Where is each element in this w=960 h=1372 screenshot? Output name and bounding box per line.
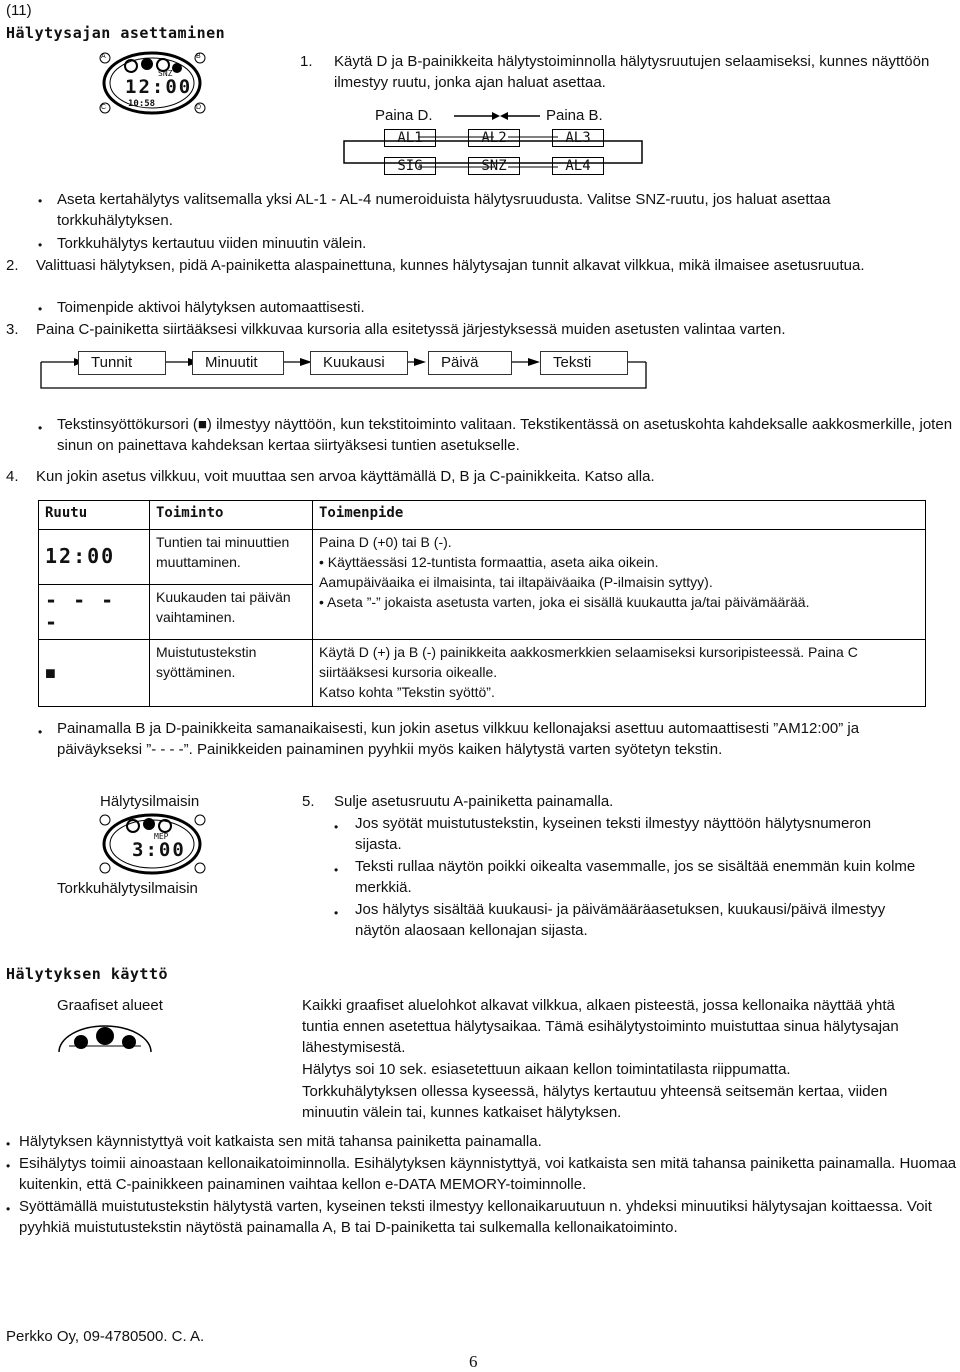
screen-cell xyxy=(39,640,150,707)
bullet-icon: • xyxy=(6,1159,11,1173)
bullet-text: Jos hälytys sisältää kuukausi- ja päivämääräasetuksen, kuukausi/päivä ilmestyy näytön alaosaan kellonajan sijasta. xyxy=(355,901,886,939)
column-header: Toimenpide xyxy=(313,501,926,530)
step-3-number: 3. xyxy=(6,321,19,338)
section-title-alarm-use: Hälytyksen käyttö xyxy=(6,965,169,983)
sequence-day: Päivä xyxy=(428,351,512,375)
settings-table xyxy=(38,500,926,707)
action-line: • Käyttäessäsi 12-tuntista formaattia, aseta aika oikein. xyxy=(319,554,659,570)
function-cell: Tuntien tai minuuttien muuttaminen. xyxy=(150,530,313,585)
bullet-text: Tekstinsyöttökursori (■) ilmestyy näyttöön, kun tekstitoiminto valitaan. Tekstikentässä on asetuskohta kahdeksalle aakkosmerkille, joten sinun on painettava kahdeksan kertaa siirtyäksesi tuntien asetukselle. xyxy=(57,416,953,454)
bullet-icon: • xyxy=(334,820,339,834)
function-cell: Kuukauden tai päivän vaihtaminen. xyxy=(150,585,313,640)
sequence-minutes: Minuutit xyxy=(192,351,284,375)
cycle-arrows-icon xyxy=(452,108,542,124)
footer: Perkko Oy, 09-4780500. C. A. xyxy=(6,1328,205,1345)
bullet-icon: • xyxy=(6,1137,11,1151)
bullet-text: Syöttämällä muistutustekstin hälytystä varten, kyseinen teksti ilmestyy kellonaikaruutuun n. yhdeksi minuutiksi hälytysajan koittaessa. Voit pyyhkiä muistutustekstin näytöstä painamalla A, B tai D-painiketta tai sulkemalla kellonaikatoiminto. xyxy=(19,1198,932,1236)
step-2-number: 2. xyxy=(6,257,19,274)
bullet-text: Jos syötät muistutustekstin, kyseinen teksti ilmestyy näyttöön hälytysnumeron sijasta. xyxy=(355,815,872,853)
snooze-indicator-label: Torkkuhälytysilmaisin xyxy=(57,880,198,897)
cycle-al2: AL2 xyxy=(468,129,520,147)
paragraph: Kaikki graafiset aluelohkot alkavat vilkkua, alkaen pisteestä, jossa kellonaika näyttää yhtä tuntia ennen asetettua hälytysaikaa. Tämä esihälytystoiminto muistuttaa sinua hälytysajan lähestymisestä. xyxy=(302,997,899,1056)
action-line: Käytä D (+) ja B (-) painikkeita aakkosmerkkien selaamiseksi kursoripisteessä. Paina C siirtääksesi kursoria oikealle. xyxy=(319,644,858,680)
alarm-indicator-label: Hälytysilmaisin xyxy=(100,793,200,810)
lcd-date: - - - - xyxy=(45,588,116,634)
action-cell xyxy=(313,530,926,640)
step-5-number: 5. xyxy=(302,793,315,810)
step-3-text: Paina C-painiketta siirtääksesi vilkkuvaa kursoria alla esitetyssä järjestyksessä muiden asetusten valintaa varten. xyxy=(36,321,786,338)
screen-cell xyxy=(39,585,150,640)
page-number: 6 xyxy=(469,1352,478,1371)
step-4-text: Kun jokin asetus vilkkuu, voit muuttaa sen arvoa käyttämällä D, B ja C-painikkeita. Katso alla. xyxy=(36,468,655,485)
cycle-snz: SNZ xyxy=(468,157,520,175)
cursor-block-icon: ■ xyxy=(45,662,56,683)
button-c-label: C xyxy=(101,104,107,111)
watch-sub-time: 10:58 xyxy=(128,99,156,109)
action-line: • Aseta ”-” jokaista asetusta varten, joka ei sisällä kuukautta ja/tai päivämäärää. xyxy=(319,594,810,610)
bullet-text: Teksti rullaa näytön poikki oikealta vasemmalle, jos se sisältää enemmän kuin kolme merkkiä. xyxy=(355,858,916,896)
graphic-area-label: Graafiset alueet xyxy=(57,997,163,1014)
cycle-al3: AL3 xyxy=(552,129,604,147)
bullet-text: Hälytyksen käynnistyttyä voit katkaista sen mitä tahansa painiketta painamalla. xyxy=(19,1133,542,1150)
watch-main-time: 12:00 xyxy=(125,76,193,98)
lcd-time: 12:00 xyxy=(45,544,116,568)
watch-top-text: MEP xyxy=(154,832,169,841)
cycle-al4: AL4 xyxy=(552,157,604,175)
bullet-icon: • xyxy=(38,194,43,208)
graphic-area-icon xyxy=(55,1022,155,1058)
column-header: Toiminto xyxy=(150,501,313,530)
sequence-text: Teksti xyxy=(540,351,628,375)
step-5-text: Sulje asetusruutu A-painiketta painamalla. xyxy=(334,793,614,810)
bullet-icon: • xyxy=(38,302,43,316)
watch-main-time: 3:00 xyxy=(132,839,186,861)
bullet-text: Aseta kertahälytys valitsemalla yksi AL-1 - AL-4 numeroiduista hälytysruudusta. Valitse SNZ-ruutu, jos haluat asettaa torkkuhälytyksen. xyxy=(57,191,831,229)
bullet-icon: • xyxy=(6,1202,11,1216)
action-cell xyxy=(313,640,926,707)
sequence-month: Kuukausi xyxy=(310,351,408,375)
cycle-sig: SIG xyxy=(384,157,436,175)
action-line: Katso kohta ”Tekstin syöttö”. xyxy=(319,684,495,700)
press-d-label: Paina D. xyxy=(375,107,433,124)
watch-top-text: SNZ xyxy=(158,69,173,78)
button-b-label: B xyxy=(196,53,201,60)
step-4-number: 4. xyxy=(6,468,19,485)
section-title-alarm-setting: Hälytysajan asettaminen xyxy=(6,24,226,42)
cycle-al1: AL1 xyxy=(384,129,436,147)
function-cell: Muistutustekstin syöttäminen. xyxy=(150,640,313,707)
bullet-text: Painamalla B ja D-painikkeita samanaikaisesti, kun jokin asetus vilkkuu kellonajaksi asettuu automaattisesti ”AM12:00” ja päiväykseksi ”- - - -”. Painikkeiden painaminen pyyhkii myös kaiken hälytystä varten syötetyn tekstin. xyxy=(57,720,860,758)
press-b-label: Paina B. xyxy=(546,107,603,124)
screen-cell xyxy=(39,530,150,585)
bullet-icon: • xyxy=(38,725,43,739)
action-line: Paina D (+0) tai B (-). xyxy=(319,534,452,550)
bullet-icon: • xyxy=(38,421,43,435)
table-row xyxy=(39,530,926,585)
bullet-icon: • xyxy=(334,863,339,877)
bullet-text: Torkkuhälytys kertautuu viiden minuutin välein. xyxy=(57,235,367,252)
button-a-label: A xyxy=(101,53,106,60)
bullet-text: Toimenpide aktivoi hälytyksen automaattisesti. xyxy=(57,299,365,316)
paragraph: Hälytys soi 10 sek. esiasetettuun aikaan kellon toimintatilasta riippumatta. xyxy=(302,1061,791,1078)
button-d-label: D xyxy=(196,104,202,111)
bullet-text: Esihälytys toimii ainoastaan kellonaikatoiminnolla. Esihälytyksen käynnistyttyä, voi katkaista sen mitä tahansa painiketta painamalla. Huomaa kuitenkin, että C-painikkeen painaminen vaihtaa kellon e-DATA MEMORY-toiminnolle. xyxy=(19,1155,957,1193)
bullet-icon: • xyxy=(334,906,339,920)
step-1-text: Käytä D ja B-painikkeita hälytystoiminnolla hälytysruutujen selaamiseksi, kunnes näyttöön ilmestyy ruutu, jonka ajan haluat asettaa. xyxy=(334,53,930,91)
action-line: Aamupäiväaika ei ilmaisinta, tai iltapäiväaika (P-ilmaisin syttyy). xyxy=(319,574,713,590)
sequence-hours: Tunnit xyxy=(78,351,166,375)
page-label: (11) xyxy=(6,2,32,19)
column-header: Ruutu xyxy=(39,501,150,530)
step-2-text: Valittuasi hälytyksen, pidä A-painiketta alaspainettuna, kunnes hälytysajan tunnit alkavat vilkkua, mikä ilmaisee asetusruutua. xyxy=(36,257,865,274)
bullet-icon: • xyxy=(38,238,43,252)
table-row xyxy=(39,640,926,707)
paragraph: Torkkuhälytyksen ollessa kyseessä, hälytys kertautuu yhteensä seitsemän kertaa, viiden minuutin välein tai, kunnes katkaiset hälytyksen. xyxy=(302,1083,888,1121)
step-1-number: 1. xyxy=(300,53,313,70)
table-header-row xyxy=(39,501,926,530)
